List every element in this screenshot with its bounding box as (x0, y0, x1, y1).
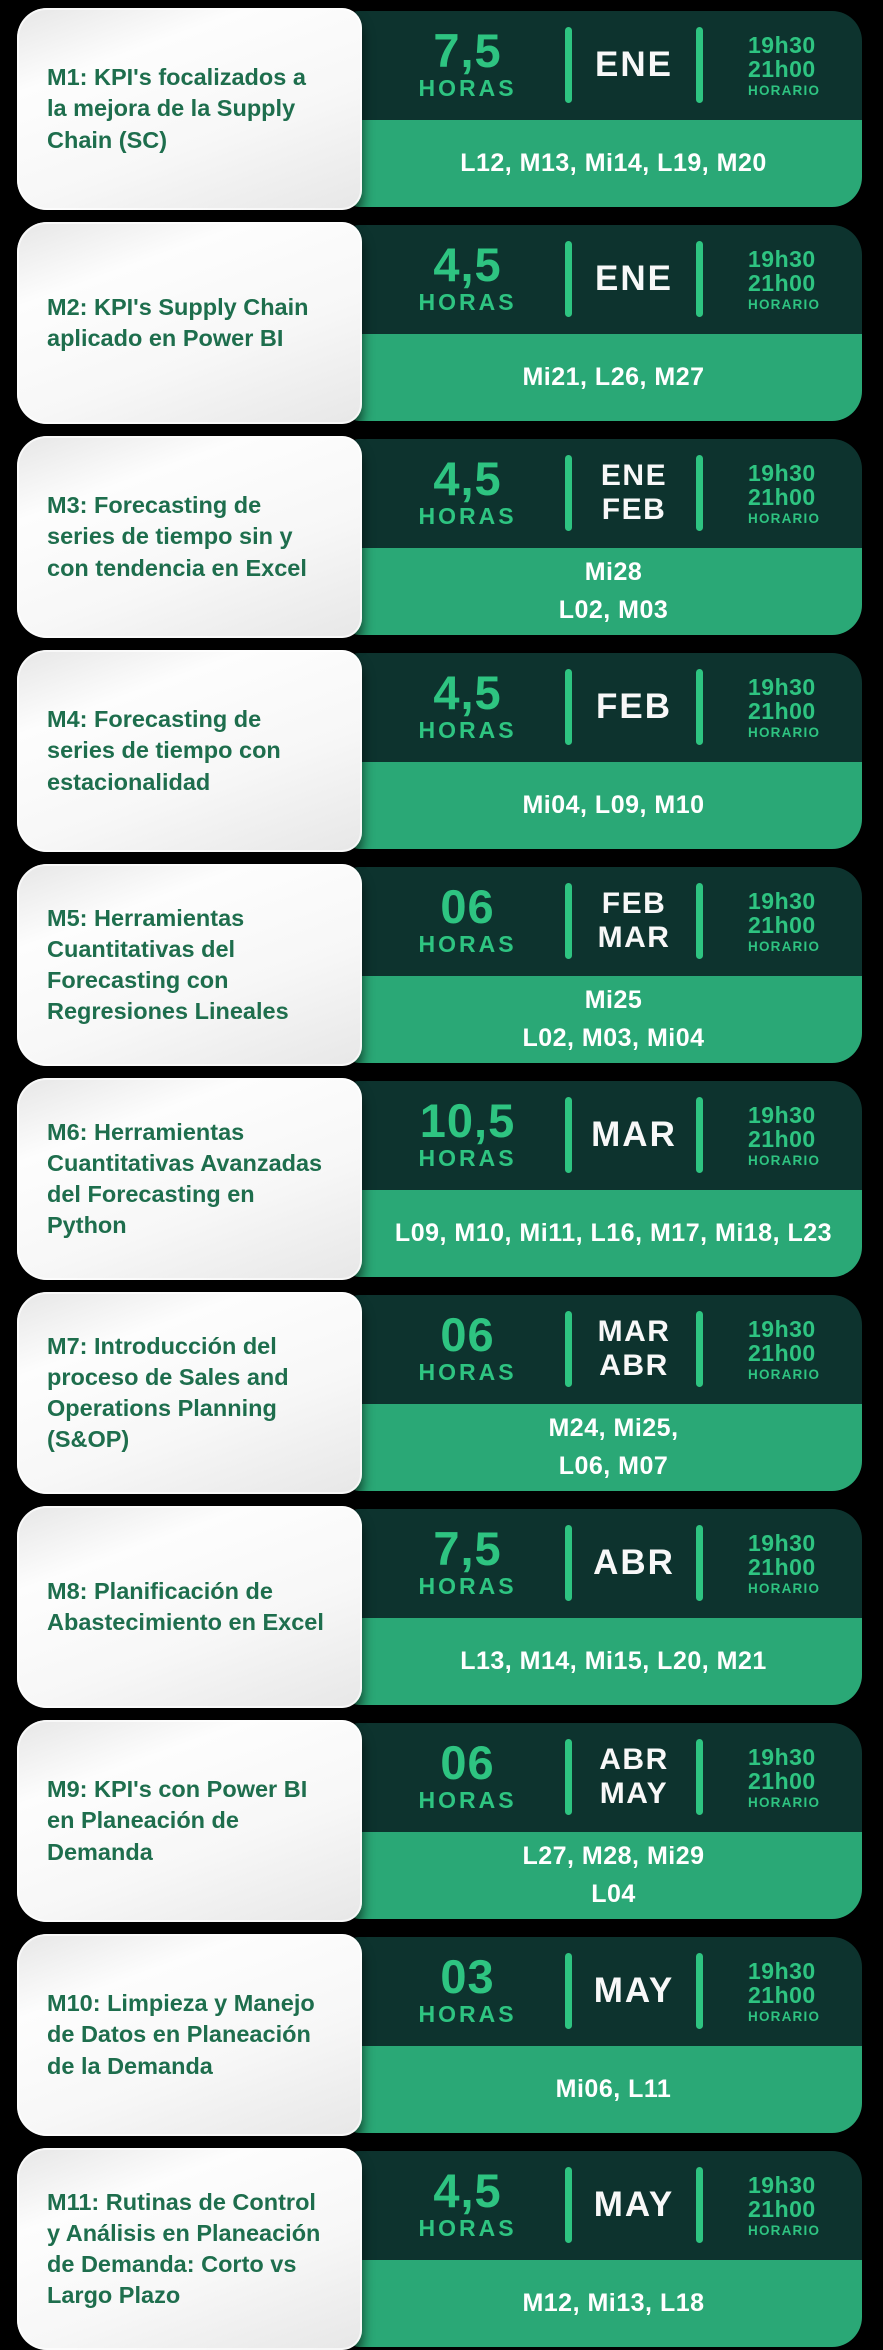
hours-block (370, 237, 565, 317)
schedule-label: HORARIO (748, 724, 821, 740)
session-days (345, 1404, 862, 1491)
schedule-block (703, 1317, 862, 1381)
divider-bar (696, 241, 703, 317)
session-days-line: L02, M03, Mi04 (522, 1023, 705, 1052)
schedule-block (703, 675, 862, 739)
month-block (574, 459, 694, 528)
schedule-panel (345, 653, 862, 849)
module-title: M9: KPI's con Power BI en Planeación de Demanda (47, 1776, 308, 1865)
hours-value: 06 (440, 879, 495, 933)
session-days-line: Mi06, L11 (555, 2074, 672, 2103)
hours-label: HORAS (418, 503, 517, 530)
schedule-panel (345, 867, 862, 1063)
schedule-label: HORARIO (748, 296, 821, 312)
time-start: 19h30 (748, 246, 816, 273)
schedule-label: HORARIO (748, 938, 821, 954)
hours-label: HORAS (418, 289, 517, 316)
month-label: MAY (593, 1971, 675, 2010)
hours-block (370, 1521, 565, 1601)
time-end: 21h00 (748, 1126, 816, 1153)
session-days-line: L06, M07 (558, 1451, 669, 1480)
hours-value: 7,5 (433, 23, 502, 77)
module-card (17, 1078, 362, 1280)
info-bar (345, 1295, 862, 1404)
module-row-m10 (10, 1934, 862, 2136)
month-label: MAR (597, 1314, 671, 1348)
module-card (17, 1292, 362, 1494)
session-days (345, 334, 862, 421)
module-card (17, 1506, 362, 1708)
hours-block (370, 451, 565, 531)
hours-value: 7,5 (433, 1521, 502, 1575)
schedule-panel (345, 1723, 862, 1919)
month-block (574, 1315, 694, 1384)
month-block (574, 47, 694, 84)
time-end: 21h00 (748, 1554, 816, 1581)
month-label: MAR (591, 1115, 677, 1154)
module-card (17, 8, 362, 210)
module-title: M11: Rutinas de Control y Análisis en Planeación de Demanda: Corto vs Largo Plazo (47, 2188, 321, 2309)
month-block (574, 887, 694, 956)
session-days-line: M24, Mi25, (548, 1413, 679, 1442)
hours-value: 10,5 (419, 1093, 516, 1147)
module-row-m7 (10, 1292, 862, 1494)
month-block (574, 261, 694, 298)
schedule-panel (345, 11, 862, 207)
session-days-line: Mi04, L09, M10 (522, 790, 705, 819)
divider-bar (565, 27, 572, 103)
hours-label: HORAS (418, 2215, 517, 2242)
month-label: FEB (596, 687, 672, 726)
schedule-block (703, 889, 862, 953)
month-block (574, 2187, 694, 2224)
session-days-line: M12, Mi13, L18 (522, 2288, 705, 2317)
schedule-label: HORARIO (748, 1580, 821, 1596)
module-card (17, 222, 362, 424)
time-end: 21h00 (748, 56, 816, 83)
hours-value: 4,5 (433, 451, 502, 505)
divider-bar (565, 1739, 572, 1815)
session-days (345, 120, 862, 207)
time-end: 21h00 (748, 1340, 816, 1367)
info-bar (345, 439, 862, 548)
session-days-line: Mi28 (584, 557, 643, 586)
session-days (345, 2260, 862, 2347)
session-days (345, 1832, 862, 1919)
schedule-block (703, 1745, 862, 1809)
schedule-panel (345, 1295, 862, 1491)
info-bar (345, 1081, 862, 1190)
hours-value: 06 (440, 1735, 495, 1789)
schedule-label: HORARIO (748, 1794, 821, 1810)
time-end: 21h00 (748, 270, 816, 297)
module-row-m5 (10, 864, 862, 1066)
hours-block (370, 665, 565, 745)
time-end: 21h00 (748, 1768, 816, 1795)
info-bar (345, 11, 862, 120)
module-card (17, 1720, 362, 1922)
module-row-m9 (10, 1720, 862, 1922)
hours-value: 4,5 (433, 2163, 502, 2217)
month-label: ENE (595, 259, 673, 298)
module-card (17, 1934, 362, 2136)
session-days-line: L27, M28, Mi29 (522, 1841, 705, 1870)
divider-bar (696, 455, 703, 531)
schedule-label: HORARIO (748, 1152, 821, 1168)
hours-block (370, 1093, 565, 1173)
schedule-label: HORARIO (748, 82, 821, 98)
time-start: 19h30 (748, 1958, 816, 1985)
month-block (574, 1973, 694, 2010)
hours-label: HORAS (418, 717, 517, 744)
divider-bar (696, 669, 703, 745)
session-days (345, 762, 862, 849)
module-row-m11 (10, 2148, 862, 2350)
month-block (574, 689, 694, 726)
month-block (574, 1117, 694, 1154)
hours-label: HORAS (418, 1573, 517, 1600)
schedule-label: HORARIO (748, 510, 821, 526)
divider-bar (565, 883, 572, 959)
schedule-panel (345, 1509, 862, 1705)
month-block (574, 1545, 694, 1582)
schedule-panel (345, 225, 862, 421)
schedule-panel (345, 1937, 862, 2133)
hours-label: HORAS (418, 1145, 517, 1172)
module-title: M5: Herramientas Cuantitativas del Forecasting con Regresiones Lineales (47, 904, 289, 1025)
schedule-panel (345, 2151, 862, 2347)
time-start: 19h30 (748, 888, 816, 915)
divider-bar (696, 1097, 703, 1173)
hours-label: HORAS (418, 1787, 517, 1814)
time-start: 19h30 (748, 2172, 816, 2199)
schedule-label: HORARIO (748, 2008, 821, 2024)
divider-bar (565, 455, 572, 531)
session-days-line: L09, M10, Mi11, L16, M17, Mi18, L23 (394, 1218, 833, 1247)
divider-bar (565, 1953, 572, 2029)
divider-bar (696, 1311, 703, 1387)
module-card (17, 436, 362, 638)
schedule-panel (345, 1081, 862, 1277)
hours-block (370, 23, 565, 103)
module-title: M7: Introducción del proceso de Sales and Operations Planning (S&OP) (47, 1332, 289, 1453)
hours-block (370, 2163, 565, 2243)
module-title: M3: Forecasting de series de tiempo sin y con tendencia en Excel (47, 492, 307, 581)
info-bar (345, 1937, 862, 2046)
schedule-label: HORARIO (748, 2222, 821, 2238)
session-days (345, 1190, 862, 1277)
info-bar (345, 225, 862, 334)
hours-block (370, 879, 565, 959)
hours-label: HORAS (418, 1359, 517, 1386)
info-bar (345, 2151, 862, 2260)
time-end: 21h00 (748, 1982, 816, 2009)
hours-label: HORAS (418, 931, 517, 958)
module-title: M8: Planificación de Abastecimiento en Excel (47, 1577, 324, 1635)
divider-bar (696, 883, 703, 959)
schedule-block (703, 1959, 862, 2023)
session-days-line: Mi25 (584, 985, 643, 1014)
schedule-panel (345, 439, 862, 635)
info-bar (345, 653, 862, 762)
module-card (17, 864, 362, 1066)
module-title: M6: Herramientas Cuantitativas Avanzadas del Forecasting en Python (47, 1118, 323, 1239)
info-bar (345, 1723, 862, 1832)
session-days-line: Mi21, L26, M27 (522, 362, 705, 391)
divider-bar (565, 669, 572, 745)
schedule-block (703, 247, 862, 311)
divider-bar (565, 241, 572, 317)
month-label: MAY (593, 2185, 675, 2224)
time-end: 21h00 (748, 912, 816, 939)
divider-bar (696, 1953, 703, 2029)
divider-bar (696, 2167, 703, 2243)
module-row-m8 (10, 1506, 862, 1708)
divider-bar (696, 1525, 703, 1601)
time-end: 21h00 (748, 484, 816, 511)
module-row-m4 (10, 650, 862, 852)
module-title: M4: Forecasting de series de tiempo con estacionalidad (47, 706, 281, 795)
hours-value: 4,5 (433, 665, 502, 719)
schedule-block (703, 2173, 862, 2237)
session-days (345, 976, 862, 1063)
schedule-block (703, 1531, 862, 1595)
time-start: 19h30 (748, 32, 816, 59)
divider-bar (565, 1311, 572, 1387)
info-bar (345, 867, 862, 976)
time-start: 19h30 (748, 674, 816, 701)
month-label: ENE (600, 458, 668, 492)
hours-label: HORAS (418, 75, 517, 102)
month-label: FEB (601, 493, 667, 527)
module-row-m6 (10, 1078, 862, 1280)
month-label: ABR (593, 1543, 675, 1582)
info-bar (345, 1509, 862, 1618)
module-row-m2 (10, 222, 862, 424)
session-days-line: L02, M03 (558, 595, 669, 624)
time-start: 19h30 (748, 1744, 816, 1771)
month-block (574, 1743, 694, 1812)
month-label: FEB (601, 886, 667, 920)
month-label: MAR (597, 921, 671, 955)
hours-block (370, 1949, 565, 2029)
session-days (345, 2046, 862, 2133)
module-title: M10: Limpieza y Manejo de Datos en Planeación de la Demanda (47, 1990, 315, 2079)
month-label: ENE (595, 45, 673, 84)
session-days-line: L13, M14, Mi15, L20, M21 (460, 1646, 767, 1675)
module-card (17, 2148, 362, 2350)
divider-bar (696, 1739, 703, 1815)
time-end: 21h00 (748, 698, 816, 725)
session-days (345, 1618, 862, 1705)
month-label: MAY (599, 1777, 669, 1811)
month-label: ABR (599, 1742, 669, 1776)
time-start: 19h30 (748, 1102, 816, 1129)
module-title: M2: KPI's Supply Chain aplicado en Power BI (47, 293, 309, 351)
divider-bar (565, 1525, 572, 1601)
session-days-line: L04 (591, 1879, 636, 1908)
schedule-block (703, 461, 862, 525)
time-start: 19h30 (748, 1316, 816, 1343)
module-title: M1: KPI's focalizados a la mejora de la Supply Chain (SC) (47, 64, 306, 153)
time-end: 21h00 (748, 2196, 816, 2223)
session-days-line: L12, M13, Mi14, L19, M20 (460, 148, 767, 177)
time-start: 19h30 (748, 1530, 816, 1557)
month-label: ABR (599, 1349, 669, 1383)
hours-value: 03 (440, 1949, 495, 2003)
session-days (345, 548, 862, 635)
divider-bar (565, 1097, 572, 1173)
schedule-block (703, 33, 862, 97)
divider-bar (565, 2167, 572, 2243)
divider-bar (696, 27, 703, 103)
hours-value: 4,5 (433, 237, 502, 291)
time-start: 19h30 (748, 460, 816, 487)
hours-label: HORAS (418, 2001, 517, 2028)
module-row-m3 (10, 436, 862, 638)
hours-block (370, 1307, 565, 1387)
schedule-label: HORARIO (748, 1366, 821, 1382)
module-row-m1 (10, 8, 862, 210)
hours-value: 06 (440, 1307, 495, 1361)
module-card (17, 650, 362, 852)
hours-block (370, 1735, 565, 1815)
schedule-block (703, 1103, 862, 1167)
